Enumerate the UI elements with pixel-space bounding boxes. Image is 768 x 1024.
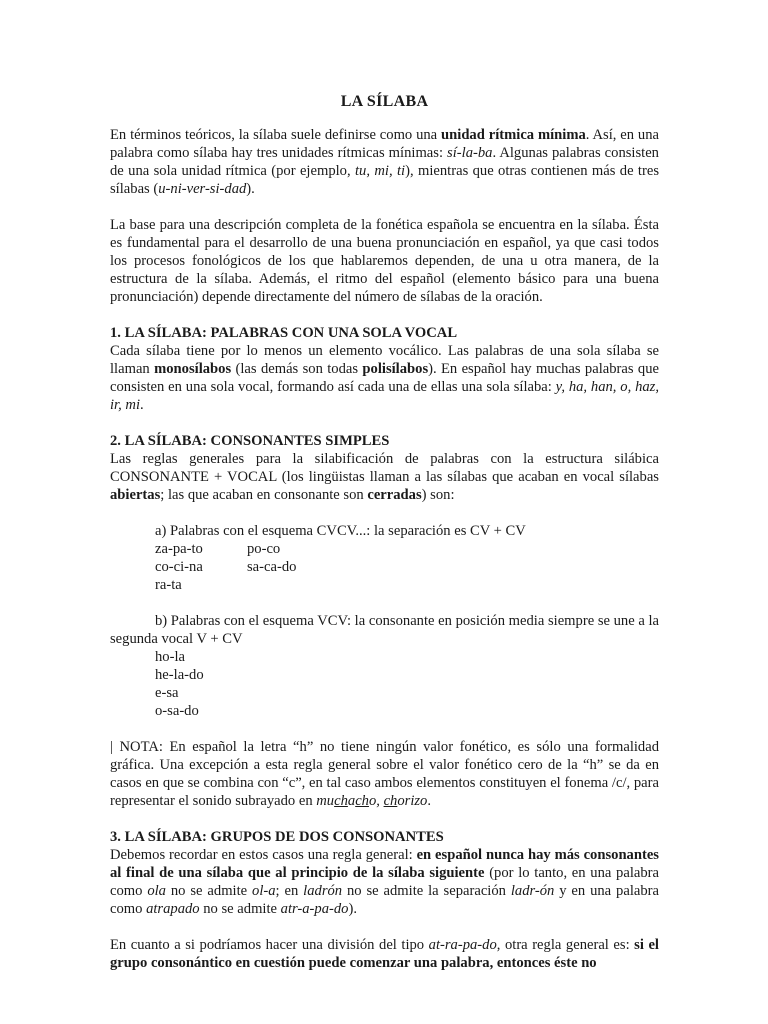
intro-paragraph-2: La base para una descripción completa de la fonética española se encuentra en la sílaba. Ésta es fundamental para el desarrollo de una buena pronunciación en español, ya que casi todos los procesos fonológicos de los que hablaremos dependen, de una u otra manera, de la estructura de la sílaba. Además, el ritmo del español (elemento básico para una buena pronunciación) depende directamente del número de sílabas de la oración. [110, 217, 659, 305]
intro-paragraph-1 [110, 126, 659, 198]
text: En cuanto a si podríamos hacer una división del tipo [110, 937, 429, 953]
text: En términos teóricos, la sílaba suele definirse como una [110, 127, 442, 143]
section-body [110, 342, 659, 414]
text: ; en [275, 883, 304, 899]
italic-example: y, ha, han, o, haz, ir, mi [110, 379, 660, 413]
note-paragraph [110, 738, 659, 810]
italic-example: ola [147, 883, 166, 899]
list-item: he-la-do [155, 667, 204, 683]
list-item [155, 558, 659, 576]
document-page [110, 0, 659, 972]
section-heading: 1. LA SÍLABA: PALABRAS CON UNA SOLA VOCAL [110, 325, 458, 341]
text: ). [348, 901, 357, 917]
text: ). [246, 181, 255, 197]
list-item [155, 576, 659, 594]
text: , [376, 793, 384, 809]
italic-example: at-ra-pa-do [428, 937, 497, 953]
italic-example: ol-a [252, 883, 276, 899]
italic-example: atrapado [146, 901, 200, 917]
italic-example: ladrón [303, 883, 343, 899]
text: (por lo tanto, en una palabra como [110, 865, 659, 899]
list-b-lead: b) Palabras con el esquema VCV: la consonante en posición media siempre se une a la segunda vocal V + CV [110, 613, 660, 647]
text: ; las que acaban en consonante son [160, 487, 368, 503]
bold-term: abiertas [110, 487, 161, 503]
text: . Así, en una palabra como sílaba hay tres unidades rítmicas mínimas: [110, 127, 660, 161]
section-3 [110, 828, 659, 918]
list-b [110, 612, 659, 720]
text: . Algunas palabras consisten de una sola unidad rítmica (por ejemplo, [110, 145, 659, 179]
text: . [427, 793, 432, 809]
text: o [368, 793, 377, 809]
word: po-co [247, 541, 281, 557]
bold-term: en español nunca hay más consonantes al final de una sílaba que al principio de la sílaba siguiente [110, 847, 659, 881]
text: no se admite [165, 883, 253, 899]
bold-term: monosílabos [154, 361, 232, 377]
text: | NOTA: En español la letra “h” no tiene ningún valor fonético, es sólo una formalidad gráfica. Una excepción a esta regla general sobre el valor fonético cero de la “h” se da en casos en que se combina con “c”, en tal caso ambos elementos constituyen el fonema /c/, para representar el sonido subrayado en [110, 739, 659, 809]
bold-term: cerradas [367, 487, 422, 503]
word: co-ci-na [155, 559, 203, 575]
text: y en una palabra como [110, 883, 659, 917]
text: a [347, 793, 356, 809]
italic-example: atr-a-pa-do [280, 901, 349, 917]
text: ). En español hay muchas palabras que consisten en una sola vocal, formando así cada una de ellas una sola sílaba: [110, 361, 659, 395]
underlined-text: ch [383, 793, 398, 809]
section-heading: 3. LA SÍLABA: GRUPOS DE DOS CONSONANTES [110, 829, 444, 845]
list-a [110, 522, 659, 594]
bold-term: polisílabos [362, 361, 429, 377]
final-paragraph [110, 936, 659, 972]
list-item: o-sa-do [155, 703, 199, 719]
text: (las demás son todas [231, 361, 363, 377]
underlined-text: ch [334, 793, 348, 809]
italic-example [316, 793, 427, 809]
text: Cada sílaba tiene por lo menos un elemento vocálico. Las palabras de una sola sílaba se llaman [110, 343, 659, 377]
section-1 [110, 324, 659, 414]
text: ), mientras que otras contienen más de tres sílabas ( [110, 163, 660, 197]
section-heading: 2. LA SÍLABA: CONSONANTES SIMPLES [110, 433, 390, 449]
bold-term: si el grupo consonántico en cuestión puede comenzar una palabra, entonces éste no [110, 937, 659, 971]
text: no se admite [199, 901, 281, 917]
text: mu [316, 793, 335, 809]
section-body [110, 846, 659, 918]
word: za-pa-to [155, 541, 203, 557]
italic-example: u-ni-ver-si-dad [158, 181, 247, 197]
list-item: e-sa [155, 685, 179, 701]
bold-term: unidad rítmica mínima [441, 127, 586, 143]
list-item: ho-la [155, 649, 185, 665]
word: ra-ta [155, 577, 182, 593]
italic-example: tu, mi, ti [355, 163, 406, 179]
text: , otra regla general es: [496, 937, 635, 953]
text: . [140, 397, 144, 413]
list-a-lead: a) Palabras con el esquema CVCV...: la separación es CV + CV [155, 523, 526, 539]
syllable-pairs [155, 540, 659, 594]
list-item [155, 540, 659, 558]
section-2 [110, 432, 659, 720]
text: Las reglas generales para la silabificación de palabras con la estructura silábica CONSONANTE + VOCAL (los lingüistas llaman a las sílabas que acaban en vocal sílabas [110, 451, 659, 485]
syllable-words [155, 648, 659, 720]
word: sa-ca-do [247, 559, 297, 575]
text: ) son: [421, 487, 455, 503]
text: orizo [397, 793, 428, 809]
italic-example: ladr-ón [510, 883, 555, 899]
underlined-text: ch [355, 793, 369, 809]
page-title: LA SÍLABA [340, 93, 429, 110]
section-body [110, 450, 659, 504]
text: no se admite la separación [342, 883, 511, 899]
italic-example: sí-la-ba [447, 145, 493, 161]
text: Debemos recordar en estos casos una regla general: [110, 847, 417, 863]
